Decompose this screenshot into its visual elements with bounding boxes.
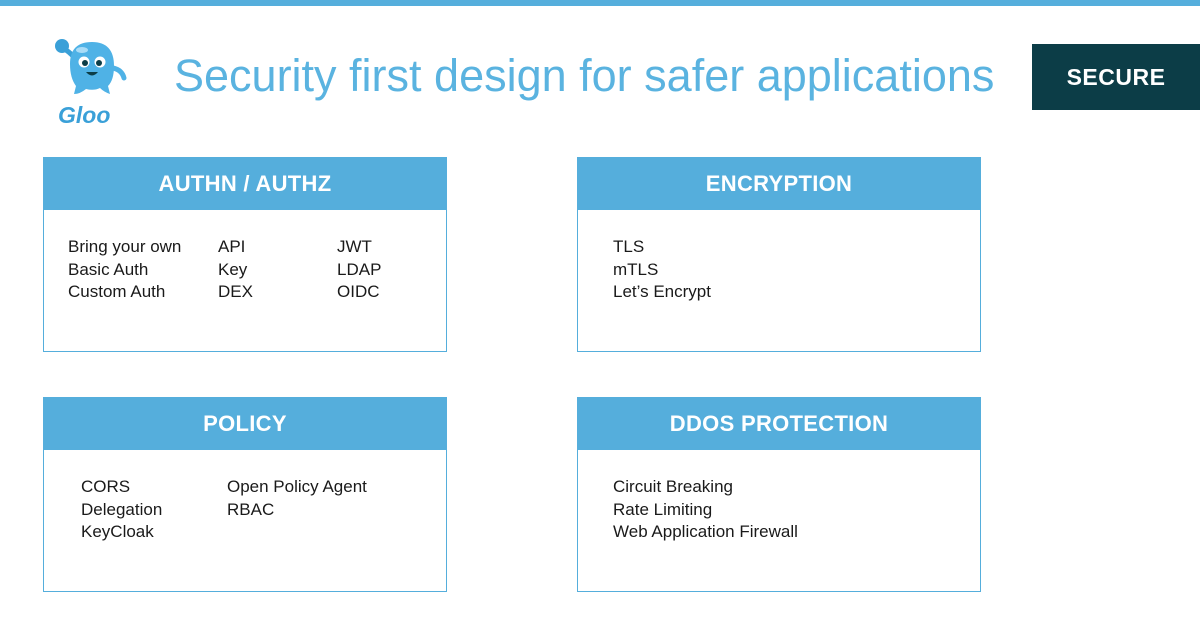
authn-authz-card-title: AUTHN / AUTHZ [44, 158, 446, 210]
authn-column-1 [68, 236, 181, 304]
page-title: Security first design for safer applications [174, 50, 995, 101]
list-item: Web Application Firewall [613, 522, 798, 541]
list-item: Delegation [81, 499, 163, 519]
list-item: CORS [81, 477, 131, 496]
authn-authz-card [43, 157, 447, 352]
policy-column-2 [227, 476, 367, 521]
list-item: JWT [337, 237, 372, 256]
list-item: Bring your own [68, 237, 182, 256]
policy-card-title: POLICY [44, 398, 446, 450]
list-item: LDAP [337, 259, 382, 279]
list-item: API [218, 237, 246, 256]
list-item: mTLS [613, 259, 659, 279]
list-item: Circuit Breaking [613, 477, 733, 496]
list-item: TLS [613, 237, 645, 256]
logo-wordmark: Gloo [58, 102, 111, 128]
authn-column-2 [218, 236, 253, 304]
list-item: Open Policy Agent [227, 477, 367, 496]
ddos-column-1 [613, 476, 798, 544]
policy-card [43, 397, 447, 592]
list-item: DEX [218, 282, 253, 301]
list-item: Key [218, 259, 248, 279]
ddos-protection-card [577, 397, 981, 592]
list-item: Basic Auth [68, 259, 149, 279]
gloo-mascot-icon [50, 34, 134, 104]
encryption-card-title: ENCRYPTION [578, 158, 980, 210]
policy-column-1 [81, 476, 162, 544]
list-item: OIDC [337, 282, 380, 301]
list-item: Let’s Encrypt [613, 282, 711, 301]
top-accent-bar [0, 0, 1200, 6]
authn-column-3 [337, 236, 381, 304]
gloo-logo [50, 34, 134, 130]
encryption-card [577, 157, 981, 352]
list-item: KeyCloak [81, 522, 154, 541]
secure-badge: SECURE [1032, 44, 1200, 110]
ddos-protection-card-title: DDOS PROTECTION [578, 398, 980, 450]
encryption-column-1 [613, 236, 711, 304]
list-item: Rate Limiting [613, 499, 713, 519]
list-item: RBAC [227, 499, 275, 519]
list-item: Custom Auth [68, 282, 166, 301]
